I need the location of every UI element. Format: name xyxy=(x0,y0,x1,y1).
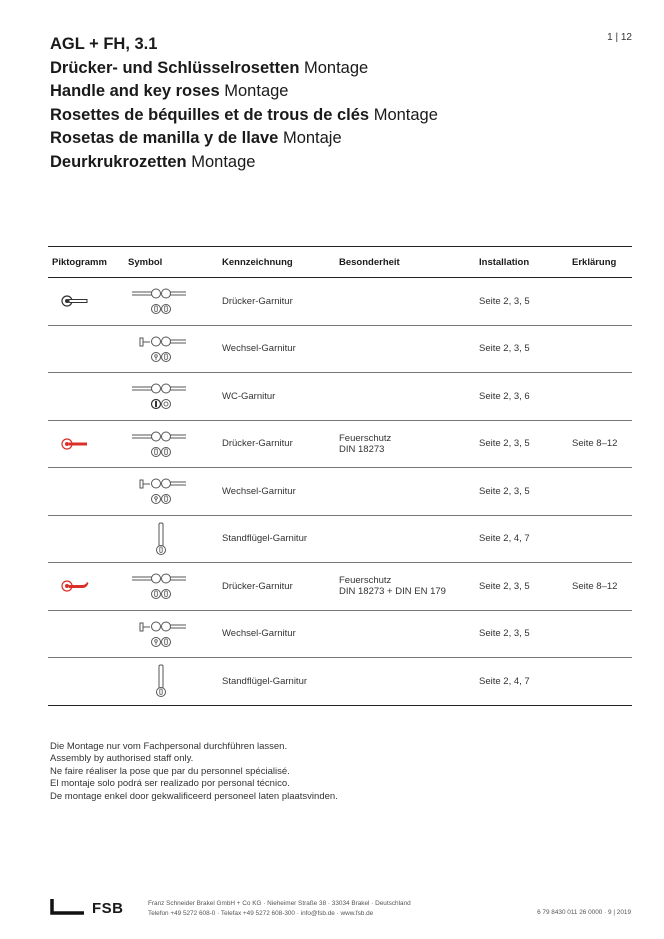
pictogram-cell xyxy=(48,563,124,611)
pictogram-cell xyxy=(48,325,124,373)
special-cell xyxy=(335,278,475,326)
address-line: Telefon +49 5272 608-0 · Telefax +49 5272 608-300 · info@fsb.de · www.fsb.de xyxy=(148,910,374,917)
special-line: DIN 18273 xyxy=(339,443,385,455)
installation-cell: Seite 2, 3, 5 xyxy=(475,610,568,658)
special-cell xyxy=(335,325,475,373)
explanation-cell: Seite 8–12 xyxy=(568,420,632,468)
symbol-cell xyxy=(124,420,218,468)
table-row xyxy=(48,325,632,373)
label-cell: Wechsel-Garnitur xyxy=(218,325,335,373)
column-header-kennzeichnung: Kennzeichnung xyxy=(218,247,335,278)
title-light: Montaje xyxy=(282,129,342,147)
installation-cell: Seite 2, 3, 5 xyxy=(475,278,568,326)
title-light: Montage xyxy=(373,105,438,124)
column-header-symbol: Symbol xyxy=(124,247,218,278)
symbol-cell xyxy=(124,563,218,611)
note-line: Assembly by authorised staff only. xyxy=(50,753,194,765)
special-line: Feuerschutz xyxy=(339,432,392,444)
table-row xyxy=(48,468,632,516)
symbol-cell xyxy=(124,278,218,326)
label-cell: Wechsel-Garnitur xyxy=(218,610,335,658)
fsb-logo-icon xyxy=(50,897,86,917)
symbol-cell xyxy=(124,468,218,516)
note-line: Die Montage nur vom Fachpersonal durchführen lassen. xyxy=(50,741,288,752)
label-cell: Drücker-Garnitur xyxy=(218,278,335,326)
pictogram-cell xyxy=(48,278,124,326)
title-bold: Deurkrukrozetten xyxy=(50,152,187,171)
label-cell: WC-Garnitur xyxy=(218,373,335,421)
table-row xyxy=(48,563,632,611)
address-line: Franz Schneider Brakel GmbH + Co KG · Nieheimer Straße 38 · 33034 Brakel · Deutschland xyxy=(148,900,411,907)
note-line: Ne faire réaliser la pose que par du personnel spécialisé. xyxy=(50,765,290,777)
installation-cell: Seite 2, 3, 6 xyxy=(475,373,568,421)
explanation-cell xyxy=(568,373,632,421)
page-number: 1 | 12 xyxy=(607,32,632,43)
column-header-piktogramm: Piktogramm xyxy=(48,247,124,278)
table-row xyxy=(48,515,632,563)
explanation-cell xyxy=(568,515,632,563)
column-header-erklaerung: Erklärung xyxy=(568,247,632,278)
title-bold: Handle and key roses xyxy=(50,82,220,100)
explanation-cell xyxy=(568,658,632,706)
table-header-row xyxy=(48,247,632,278)
symbol-cell xyxy=(124,658,218,706)
special-cell xyxy=(335,420,475,468)
knob-and-handle-icon xyxy=(128,331,218,367)
symbol-cell xyxy=(124,610,218,658)
door-handle-pictogram-icon xyxy=(52,436,124,452)
installation-cell: Seite 2, 3, 5 xyxy=(475,420,568,468)
installation-cell: Seite 2, 4, 7 xyxy=(475,515,568,563)
label-cell: Standflügel-Garnitur xyxy=(218,658,335,706)
title-bold: Rosettes de béquilles et de trous de clés xyxy=(50,105,370,124)
title-light: Montage xyxy=(224,82,289,100)
installation-cell: Seite 2, 4, 7 xyxy=(475,658,568,706)
title-bold: Drücker- und Schlüsselrosetten xyxy=(50,58,300,77)
title-line xyxy=(50,33,438,57)
knob-and-handle-icon xyxy=(128,616,218,652)
label-cell: Drücker-Garnitur xyxy=(218,420,335,468)
note-line: El montaje solo podrá ser realizado por personal técnico. xyxy=(50,778,290,790)
pictogram-cell xyxy=(48,610,124,658)
special-cell xyxy=(335,373,475,421)
special-line: DIN 18273 + DIN EN 179 xyxy=(339,586,446,598)
label-cell: Wechsel-Garnitur xyxy=(218,468,335,516)
symbol-cell xyxy=(124,325,218,373)
title-bold: Rosetas de manilla y de llave xyxy=(50,129,279,147)
fixed-leaf-handle-icon xyxy=(128,521,218,557)
special-cell xyxy=(335,468,475,516)
table-row xyxy=(48,658,632,706)
knob-and-handle-icon xyxy=(128,473,218,509)
pictogram-cell xyxy=(48,468,124,516)
fixed-leaf-handle-icon xyxy=(128,663,218,699)
explanation-cell xyxy=(568,278,632,326)
title-line xyxy=(50,127,438,151)
explanation-cell xyxy=(568,610,632,658)
symbol-cell xyxy=(124,373,218,421)
title-line xyxy=(50,80,438,104)
note-line: De montage enkel door gekwalificeerd personeel laten plaatsvinden. xyxy=(50,790,338,802)
explanation-cell xyxy=(568,325,632,373)
document-code: 6 79 8430 011 26 0000 · 9 | 2019 xyxy=(537,909,631,916)
label-cell: Standflügel-Garnitur xyxy=(218,515,335,563)
door-handle-pictogram-icon xyxy=(52,293,124,309)
door-handle-pictogram-icon xyxy=(52,578,124,594)
column-header-installation: Installation xyxy=(475,247,568,278)
explanation-cell xyxy=(568,468,632,516)
table-row xyxy=(48,278,632,326)
assembly-notes xyxy=(50,741,338,803)
symbol-cell xyxy=(124,515,218,563)
pictogram-cell xyxy=(48,515,124,563)
lever-handle-pair-icon xyxy=(128,426,218,462)
title-line xyxy=(50,151,438,175)
explanation-cell: Seite 8–12 xyxy=(568,563,632,611)
title-line xyxy=(50,57,438,81)
title-bold: AGL + FH, 3.1 xyxy=(50,35,158,53)
special-line: Feuerschutz xyxy=(339,575,392,587)
brand-name: FSB xyxy=(92,900,124,917)
special-cell xyxy=(335,658,475,706)
title-line xyxy=(50,104,438,128)
label-cell: Drücker-Garnitur xyxy=(218,563,335,611)
special-cell xyxy=(335,515,475,563)
title-light: Montage xyxy=(304,58,369,77)
special-cell xyxy=(335,610,475,658)
pictogram-cell xyxy=(48,420,124,468)
installation-cell: Seite 2, 3, 5 xyxy=(475,325,568,373)
installation-cell: Seite 2, 3, 5 xyxy=(475,563,568,611)
lever-handle-pair-icon xyxy=(128,568,218,604)
pictogram-cell xyxy=(48,373,124,421)
installation-cell: Seite 2, 3, 5 xyxy=(475,468,568,516)
wc-handle-pair-icon xyxy=(128,378,218,414)
table-row xyxy=(48,373,632,421)
title-block xyxy=(50,33,438,174)
company-address xyxy=(148,899,411,919)
table-row xyxy=(48,610,632,658)
special-cell xyxy=(335,563,475,611)
lever-handle-pair-icon xyxy=(128,283,218,319)
parts-table xyxy=(48,246,632,706)
pictogram-cell xyxy=(48,658,124,706)
title-light: Montage xyxy=(191,152,256,171)
column-header-besonderheit: Besonderheit xyxy=(335,247,475,278)
table-row xyxy=(48,420,632,468)
